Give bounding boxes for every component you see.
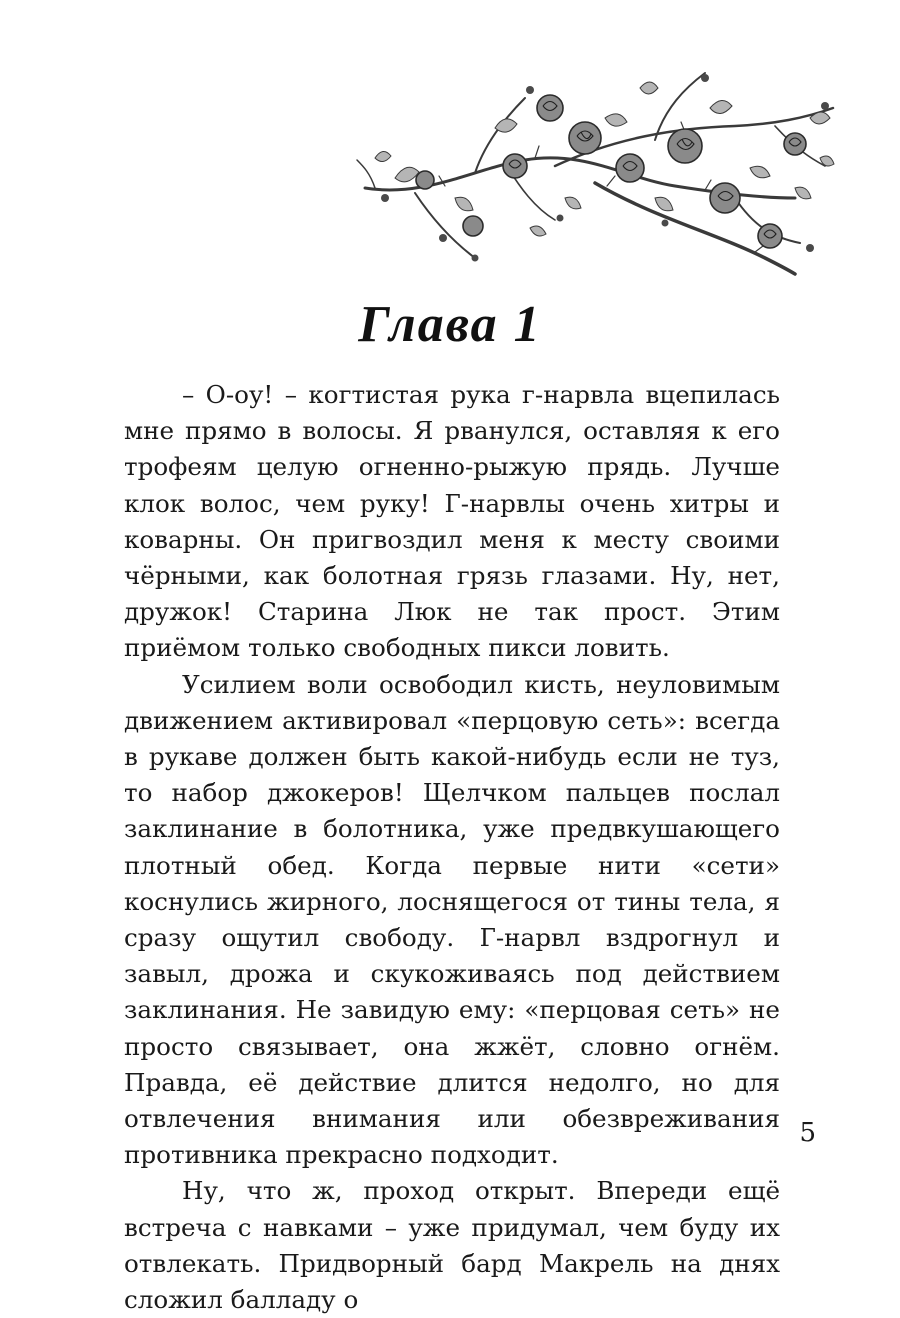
chapter-body bbox=[124, 377, 780, 1318]
rose-branch-icon bbox=[355, 48, 840, 280]
paragraph-2: Усилием воли освободил кисть, неуловимым движением активировал «перцовую сеть»: всегда в рукаве должен быть какой-нибудь если не туз, то набор джокеров! Щелчком пальцев послал заклинание в болотника, уже предвкушающего плотный обед. Когда первые нити «сети» коснулись жирного, лоснящегося от тины тела, я сразу ощутил свободу. Г-нарвл вздрогнул и завыл, дрожа и скукоживаясь под действием заклинания. Не завидую ему: «перцовая сеть» не просто связывает, она жжёт, словно огнём. Правда, её действие длится недолго, но для отвлечения внимания или обезвреживания противника прекрасно подходит. bbox=[124, 669, 780, 1170]
paragraph-1: – О-оу! – когтистая рука г-нарвла вцепилась мне прямо в волосы. Я рванулся, оставляя к его трофеям целую огненно-рыжую прядь. Лучше клок волос, чем руку! Г-нарвлы очень хитры и коварны. Он пригвоздил меня к месту своими чёрными, как болотная грязь глазами. Ну, нет, дружок! Старина Люк не так прост. Этим приёмом только свободных пикси ловить. bbox=[124, 380, 780, 663]
chapter-title: Глава 1 bbox=[358, 296, 542, 353]
page-number: 5 bbox=[799, 1118, 816, 1148]
paragraph-3: Ну, что ж, проход открыт. Впереди ещё встреча с навками – уже придумал, чем буду их отвлекать. Придворный бард Макрель на днях сложил балладу о bbox=[124, 1176, 780, 1315]
